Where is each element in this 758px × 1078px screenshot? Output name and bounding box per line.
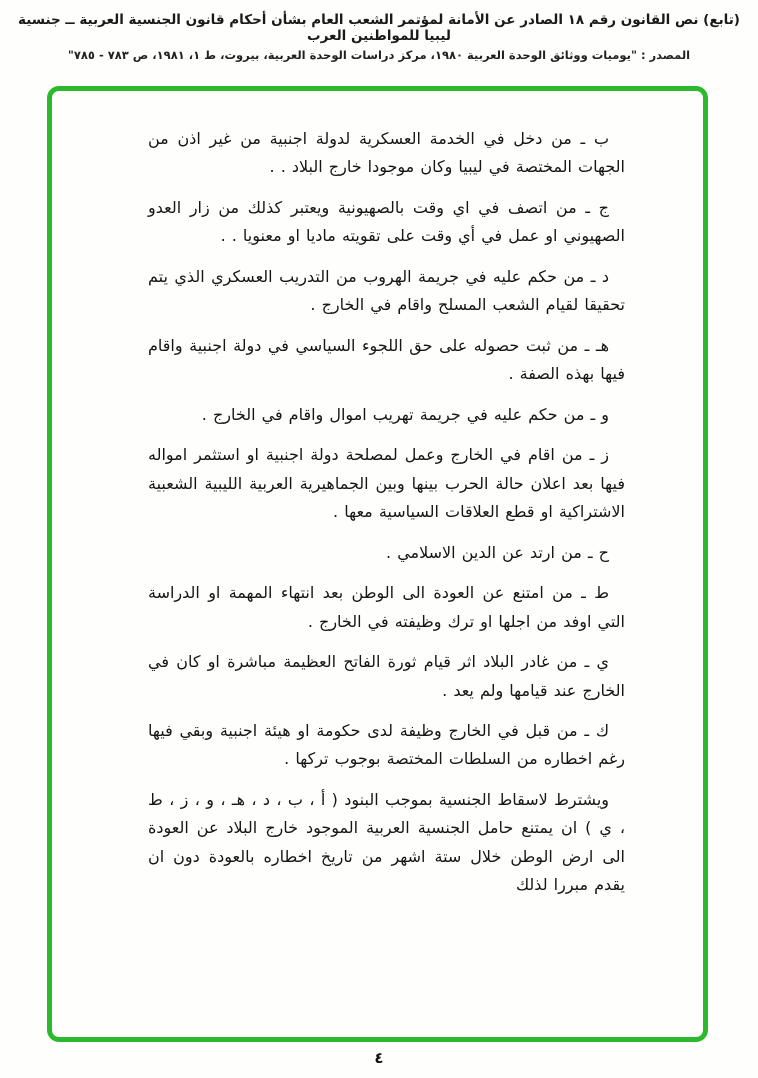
- paragraph: ز ـ من اقام في الخارج وعمل لمصلحة دولة اجنبية او استثمر امواله فيها بعد اعلان حالة الحرب بينها وبين الجماهيرية العربية الليبية الشعبية الاشتراكية او قطع العلاقات السياسية معها .: [148, 445, 625, 522]
- paragraph: ج ـ من اتصف في اي وقت بالصهيونية ويعتبر كذلك من زار العدو الصهيوني او عمل في أي وقت على تقويته ماديا او معنويا . .: [148, 197, 625, 246]
- paragraph: ب ـ من دخل في الخدمة العسكرية لدولة اجنبية من غير اذن من الجهات المختصة في ليبيا وكان موجودا خارج البلاد . .: [148, 129, 625, 177]
- paragraph: ويشترط لاسقاط الجنسية بموجب البنود ( أ ، ب ، د ، هـ ، و ، ز ، ط ، ي ) ان يمتنع حامل الجنسية العربية الموجود خارج البلاد عن العودة الى ارض الوطن خلال ستة اشهر من تاريخ اخطاره بالعودة دون ان يقدم مبررا لذلك: [148, 789, 625, 895]
- document-header-source: المصدر : "يوميات ووثائق الوحدة العربية ١٩٨٠، مركز دراسات الوحدة العربية، بيروت، ط ١، ١٩٨١، ص ٧٨٣ - ٧٨٥": [67, 48, 691, 62]
- page-number: ٤: [374, 1049, 384, 1067]
- paragraph: ح ـ من ارتد عن الدين الاسلامي .: [386, 542, 609, 562]
- document-body: [148, 125, 625, 912]
- paragraph: ي ـ من غادر البلاد اثر قيام ثورة الفاتح العظيمة مباشرة او كان في الخارج عند قيامها ولم يعد .: [148, 652, 625, 700]
- document-header-title: (تابع) نص القانون رقم ١٨ الصادر عن الأمانة لمؤتمر الشعب العام بشأن أحكام قانون الجنسية العربية ــ جنسية ليبيا للمواطنين العرب: [18, 12, 740, 44]
- paragraph: د ـ من حكم عليه في جريمة الهروب من التدريب العسكري الذي يتم تحقيقا لقيام الشعب المسلح واقام في الخارج .: [148, 266, 625, 315]
- paragraph: ط ـ من امتنع عن العودة الى الوطن بعد انتهاء المهمة او الدراسة التي اوفد من اجلها او ترك وظيفته في الخارج .: [148, 583, 625, 631]
- paragraph: ك ـ من قبل في الخارج وظيفة لدى حكومة او هيئة اجنبية وبقي فيها رغم اخطاره من السلطات المختصة بوجوب تركها .: [148, 720, 625, 769]
- content-frame: [47, 86, 708, 1042]
- paragraph: و ـ من حكم عليه في جريمة تهريب اموال واقام في الخارج .: [201, 404, 609, 424]
- paragraph: هـ ـ من ثبت حصوله على حق اللجوء السياسي في دولة اجنبية واقام فيها بهذه الصفة .: [148, 335, 625, 384]
